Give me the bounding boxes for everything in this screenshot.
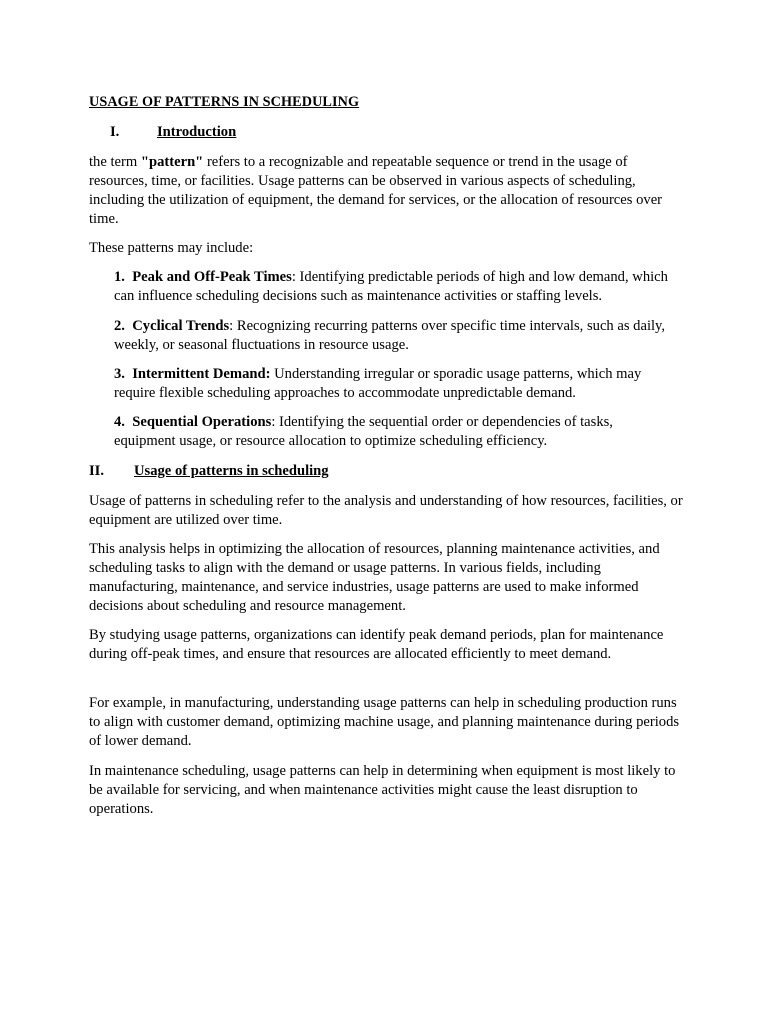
section-title: Introduction	[157, 124, 237, 140]
body-paragraph: Usage of patterns in scheduling refer to the analysis and understanding of how resources, facilities, or equipment are utilized over time.	[89, 493, 683, 528]
list-item-title: Peak and Off-Peak Times	[132, 269, 292, 285]
body-paragraph: By studying usage patterns, organizations can identify peak demand periods, plan for maintenance during off-peak times, and ensure that resources are allocated efficiently to meet demand.	[89, 627, 664, 662]
list-item-separator: :	[291, 269, 300, 285]
section-number: II.	[89, 463, 105, 479]
body-paragraph: This analysis helps in optimizing the allocation of resources, planning maintenance activities, and scheduling tasks to align with the demand or usage patterns. In various fields, including manufacturing, maintenance, and service industries, usage patterns are used to make informed decisions about scheduling and resource management.	[89, 541, 660, 614]
list-item	[114, 268, 674, 306]
body-paragraph: In maintenance scheduling, usage patterns can help in determining when equipment is most likely to be available for servicing, and when maintenance activities might cause the least disruption to operations.	[89, 763, 676, 817]
list-item	[114, 413, 674, 451]
intro-prefix: the term	[89, 154, 141, 170]
document-title: USAGE OF PATTERNS IN SCHEDULING	[89, 94, 360, 110]
section-heading-introduction	[110, 123, 236, 142]
section-heading-usage	[89, 462, 329, 481]
section-number: I.	[110, 124, 120, 140]
list-item-separator: :	[229, 318, 237, 334]
list-item-number: 4.	[114, 414, 125, 430]
patterns-include-text: These patterns may include:	[89, 240, 254, 256]
list-item-title: Intermittent Demand:	[132, 366, 271, 382]
list-item-title: Cyclical Trends	[132, 318, 230, 334]
section-title: Usage of patterns in scheduling	[134, 463, 329, 479]
list-item	[114, 365, 674, 403]
list-item	[114, 317, 674, 355]
list-item-title: Sequential Operations	[132, 414, 272, 430]
list-item-text: Identifying the sequential order or dependencies of tasks, equipment usage, or resource allocation to optimize scheduling efficiency.	[114, 414, 613, 449]
list-item-separator: :	[271, 414, 280, 430]
list-item-text: Understanding irregular or sporadic usage patterns, which may require flexible scheduling approaches to accommodate unpredictable demand.	[114, 366, 642, 401]
list-item-text: Identifying predictable periods of high and low demand, which can influence scheduling decisions such as maintenance activities or staffing levels.	[114, 269, 668, 304]
intro-paragraph	[89, 153, 689, 229]
list-item-text: Recognizing recurring patterns over specific time intervals, such as daily, weekly, or seasonal fluctuations in resource usage.	[114, 318, 666, 353]
list-item-number: 3.	[114, 366, 125, 382]
list-item-number: 1.	[114, 269, 125, 285]
list-item-number: 2.	[114, 318, 125, 334]
intro-term: "pattern"	[140, 154, 204, 170]
intro-rest: refers to a recognizable and repeatable sequence or trend in the usage of resources, time, or facilities. Usage patterns can be observed in various aspects of scheduling, including the utilization of equipment, the demand for services, or the allocation of resources over time.	[89, 154, 663, 227]
body-paragraph: For example, in manufacturing, understanding usage patterns can help in scheduling production runs to align with customer demand, optimizing machine usage, and planning maintenance during periods of lower demand.	[89, 695, 680, 749]
